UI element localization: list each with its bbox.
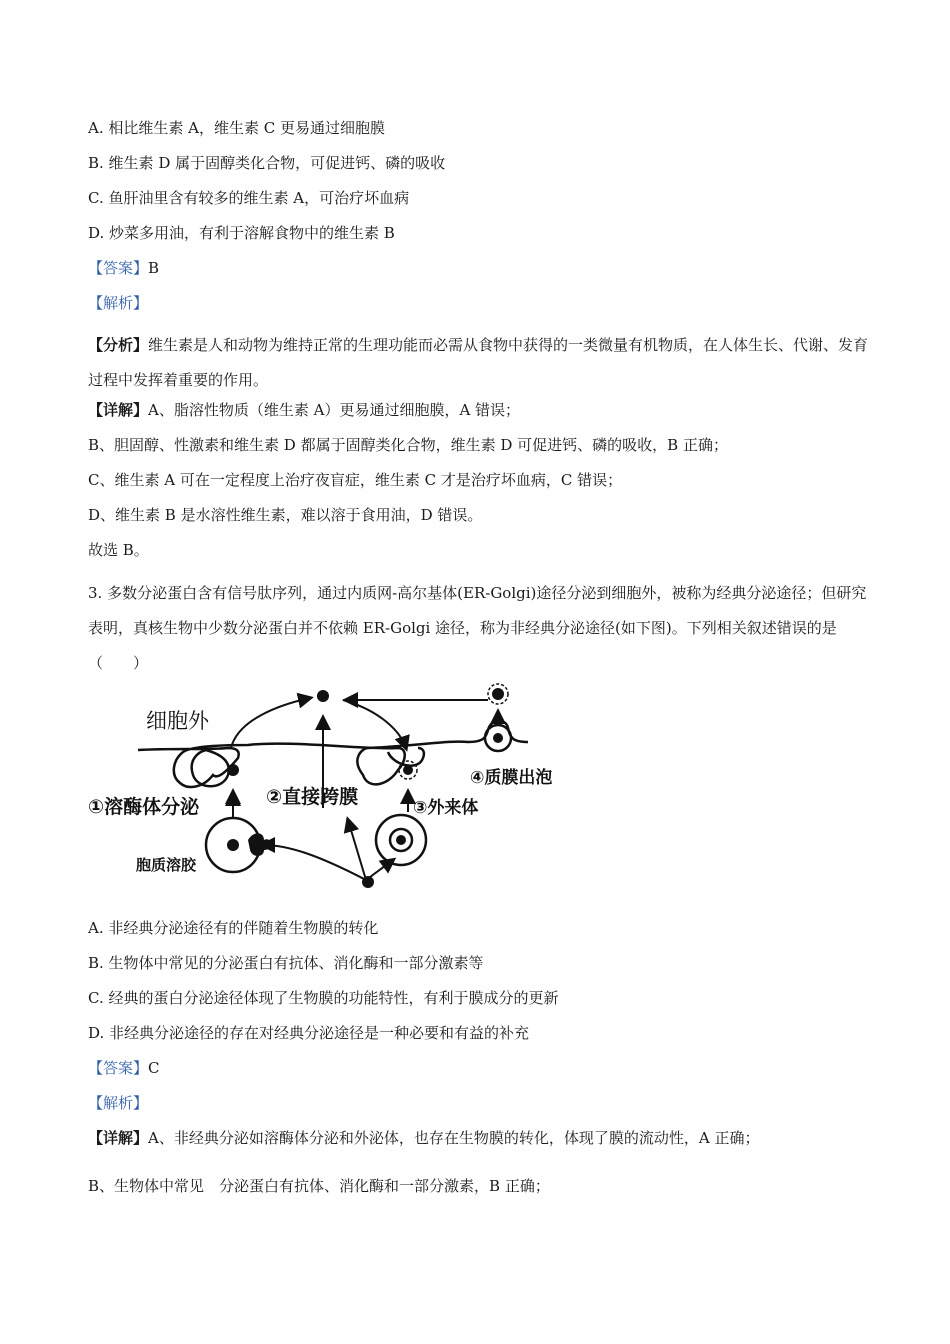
q2-detail-c: C、维生素 A 可在一定程度上治疗夜盲症，维生素 C 才是治疗坏血病，C 错误； <box>88 471 623 489</box>
analysis-tag: 【解析】 <box>88 294 149 312</box>
q2-option-b: B. 维生素 D 属于固醇类化合物，可促进钙、磷的吸收 <box>88 154 446 172</box>
q2-conclusion: 故选 B。 <box>88 541 149 559</box>
released-bleb-protein <box>492 688 504 700</box>
label-path4: ④质膜出泡 <box>470 768 553 788</box>
fenxi-text: 维生素是人和动物为维持正常的生理功能而必需从食物中获得的一类微量有机物质，在人体生长、代谢、发育过程中发挥着重要的作用。 <box>88 336 869 389</box>
q2-answer-line <box>88 258 159 278</box>
q3-answer-line <box>88 1058 160 1078</box>
q3-stem: 3. 多数分泌蛋白含有信号肽序列，通过内质网-高尔基体(ER-Golgi)途径分泌到细胞外，被称为经典分泌途径；但研究表明，真核生物中少数分泌蛋白并不依赖 ER-Golgi 途径，称为非经典分泌途径(如下图)。下列相关叙述错误的是（ ） <box>88 584 867 672</box>
q2-detail-d: D、维生素 B 是水溶性维生素，难以溶于食用油，D 错误。 <box>88 506 483 524</box>
exosome-protein <box>403 765 413 775</box>
answer-tag: 【答案】 <box>88 1059 149 1077</box>
q2-option-c: C. 鱼肝油里含有较多的维生素 A，可治疗坏血病 <box>88 189 410 207</box>
label-path3: ③外来体 <box>413 798 479 818</box>
q2-xiangjie <box>88 400 520 420</box>
secreted-protein-top <box>317 690 329 702</box>
q3-detail-b: B、生物体中常见 分泌蛋白有抗体、消化酶和一部分激素，B 正确； <box>88 1177 550 1195</box>
q2-option-a: A. 相比维生素 A，维生素 C 更易通过细胞膜 <box>88 119 385 137</box>
q3-option-d: D. 非经典分泌途径的存在对经典分泌途径是一种必要和有益的补充 <box>88 1024 530 1042</box>
answer-tag: 【答案】 <box>88 259 149 277</box>
q2-fenxi <box>88 328 870 398</box>
exosome-pocket <box>388 748 424 766</box>
lysosome-protein <box>227 764 239 776</box>
fenxi-tag: 【分析】 <box>88 336 149 354</box>
q2-detail-b: B、胆固醇、性激素和维生素 D 都属于固醇类化合物，维生素 D 可促进钙、磷的吸收，B 正确； <box>88 436 728 454</box>
label-extracellular: 细胞外 <box>146 709 209 733</box>
lysosome-pocket <box>192 750 229 786</box>
q3-option-c: C. 经典的蛋白分泌途径体现了生物膜的功能特性，有利于膜成分的更新 <box>88 989 559 1007</box>
q3-option-a: A. 非经典分泌途径有的伴随着生物膜的转化 <box>88 919 379 937</box>
q3-xiangjie <box>88 1128 759 1148</box>
xiangjie-text: A、脂溶性物质（维生素 A）更易通过细胞膜，A 错误； <box>148 401 521 419</box>
answer-value: C <box>148 1059 160 1077</box>
analysis-tag: 【解析】 <box>88 1094 149 1112</box>
bleb-protein <box>493 733 503 743</box>
q3-option-b: B. 生物体中常见的分泌蛋白有抗体、消化酶和一部分激素等 <box>88 954 484 972</box>
label-cytosol: 胞质溶胶 <box>136 856 197 874</box>
cytosolic-protein-origin <box>362 876 374 888</box>
xiangjie-text: A、非经典分泌如溶酶体分泌和外泌体，也存在生物膜的转化，体现了膜的流动性，A 正确； <box>148 1129 760 1147</box>
mvb-protein <box>396 835 406 845</box>
q2-option-d: D. 炒菜多用油，有利于溶解食物中的维生素 B <box>88 224 395 242</box>
secretion-pathway-diagram <box>88 680 588 895</box>
label-path1: ①溶酶体分泌 <box>88 796 200 818</box>
xiangjie-tag: 【详解】 <box>88 401 149 419</box>
cytosol-protein-lysosome <box>227 839 239 851</box>
xiangjie-tag: 【详解】 <box>88 1129 149 1147</box>
answer-value: B <box>148 259 160 277</box>
label-path2: ②直接跨膜 <box>266 786 359 808</box>
transporter-shape <box>248 833 271 856</box>
